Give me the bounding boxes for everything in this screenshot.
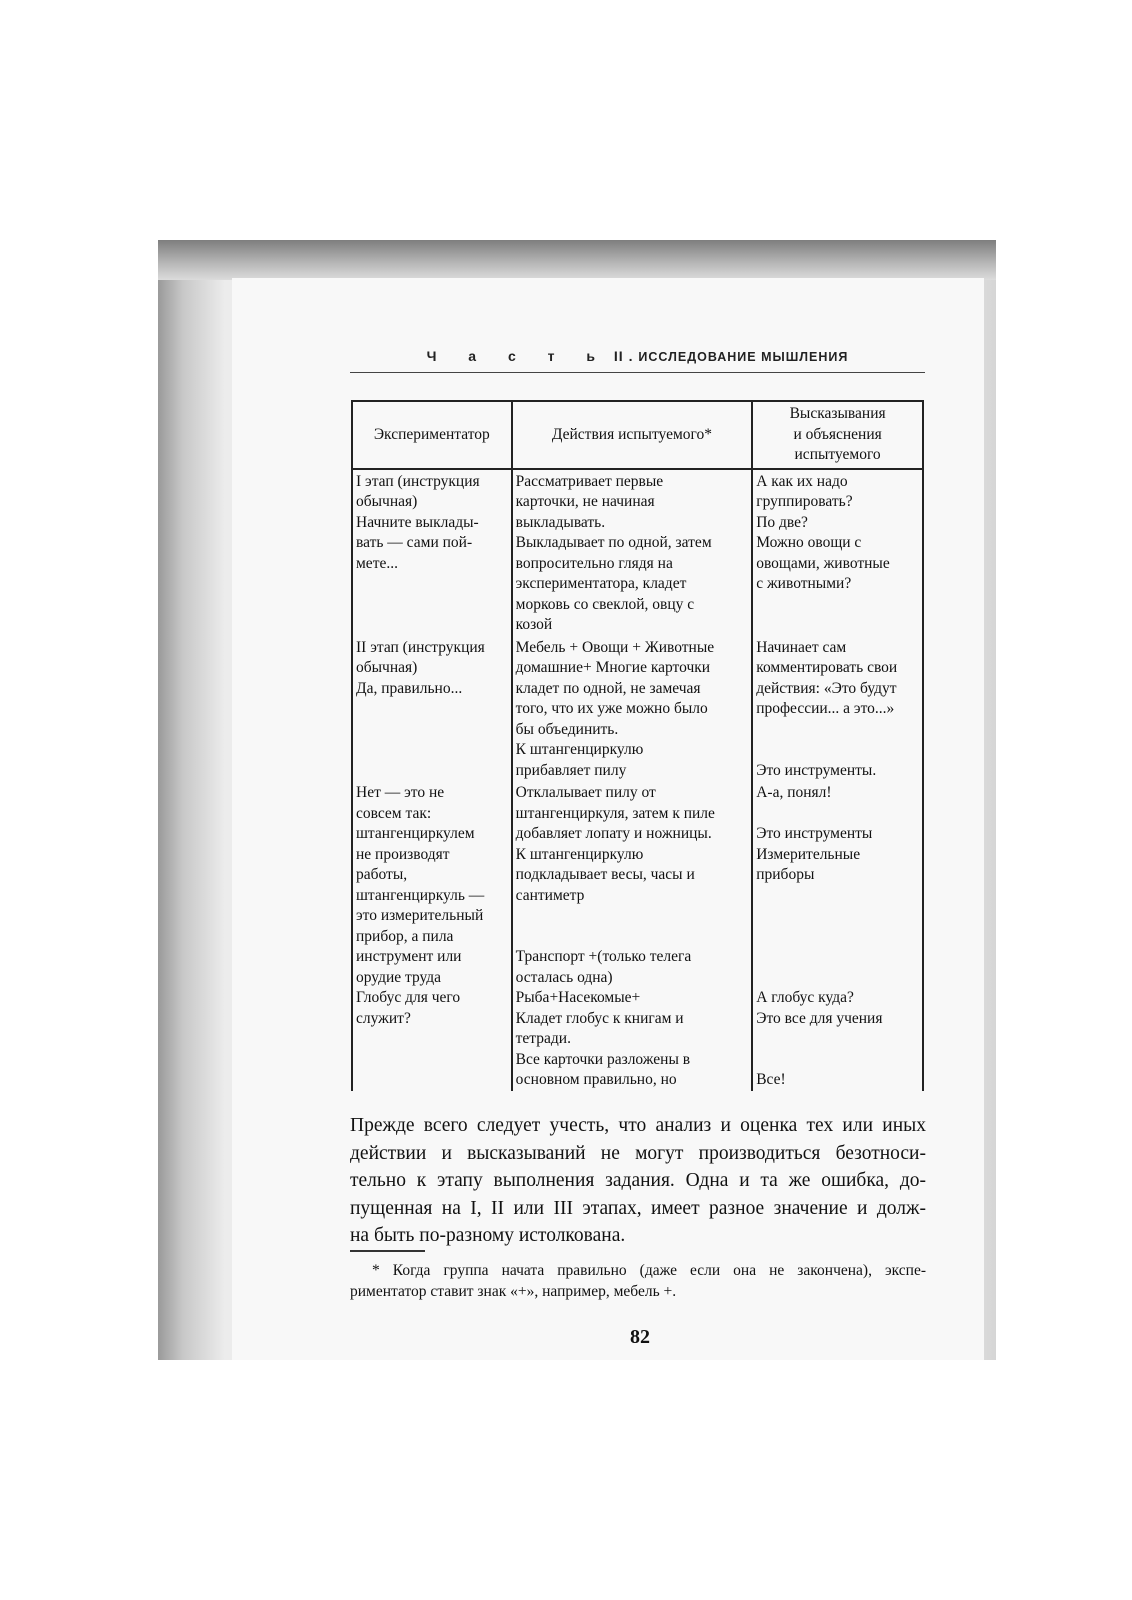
cell-text-line: морковь со свеклой, овцу с	[515, 595, 695, 613]
cell-text-line: комментировать свои	[756, 659, 898, 676]
cell-text-line: бы объединить.	[515, 720, 619, 738]
scan-top-band	[158, 240, 996, 280]
paragraph-line: действии и высказываний не могут производиться безотноси-	[350, 1142, 926, 1164]
paragraph-line: на быть по-разному истолкована.	[350, 1225, 626, 1246]
cell-text-line: Мебель + Овощи + Животные	[515, 638, 715, 656]
cell-text-line: овощами, животные	[756, 554, 890, 572]
header-subject-actions	[512, 401, 753, 469]
cell-text-line: сантиметр	[515, 886, 585, 904]
actions-cell	[512, 781, 753, 1091]
page-number: 82	[630, 1326, 650, 1348]
cell-text-line: А как их надо	[756, 472, 848, 490]
cell-text-line: с животными?	[756, 575, 852, 592]
cell-text-line	[516, 927, 749, 948]
cell-text-line: это измерительный	[356, 907, 484, 924]
cell-text-line: Отклалывает пилу от	[515, 784, 656, 801]
cell-text-line: совсем так:	[356, 804, 432, 822]
header-line: Высказывания	[789, 405, 886, 422]
cell-text-line	[756, 947, 919, 968]
cell-text-line: Рыба+Насекомые+	[515, 989, 641, 1006]
cell-text-line: подкладывает весы, часы и	[515, 866, 695, 883]
running-head-part: Ч а с т ь	[426, 348, 610, 364]
cell-text-line	[756, 968, 919, 989]
actions-cell	[512, 469, 753, 636]
cell-text-line: козой	[515, 616, 553, 633]
header-line: испытуемого	[794, 446, 881, 463]
cell-text-line: действия: «Это будут	[756, 679, 897, 697]
cell-text-line: группировать?	[756, 493, 853, 510]
cell-text-line	[756, 720, 919, 741]
cell-text-line: К штангенциркулю	[515, 845, 644, 863]
footnote-line: * Когда группа начата правильно (даже если она не закончена), экспе-	[372, 1262, 926, 1279]
running-head-title: ИССЛЕДОВАНИЕ МЫШЛЕНИЯ	[638, 350, 849, 364]
cell-text-line: Измерительные	[756, 845, 861, 863]
statements-cell	[752, 781, 923, 1091]
statements-cell	[752, 469, 923, 636]
cell-text-line: Можно овощи с	[756, 534, 862, 551]
header-line: Экспериментатор	[373, 425, 490, 443]
actions-cell	[512, 636, 753, 782]
cell-text-line: Рассматривает первые	[515, 472, 664, 490]
running-head-number: II .	[613, 348, 634, 364]
cell-text-line: Все!	[756, 1071, 786, 1088]
experimenter-cell	[352, 469, 512, 636]
header-line: Действия испытуемого*	[551, 425, 712, 443]
cell-text-line: Кладет глобус к книгам и	[515, 1009, 684, 1027]
body-paragraph	[350, 1112, 926, 1250]
table-row	[352, 636, 923, 782]
cell-text-line: добавляет лопату и ножницы.	[515, 825, 712, 842]
cell-text-line: А-а, понял!	[756, 784, 832, 801]
cell-text-line: Глобус для чего	[356, 989, 461, 1006]
cell-text-line: выкладывать.	[515, 513, 606, 531]
cell-text-line: Выкладывает по одной, затем	[515, 534, 712, 551]
cell-text-line: тетради.	[515, 1030, 571, 1047]
cell-text-line: вопросительно глядя на	[515, 554, 673, 572]
header-experimenter	[352, 401, 512, 469]
cell-text-line: обычная)	[356, 493, 418, 510]
cell-text-line: Начните выклады-	[356, 513, 479, 531]
cell-text-line: карточки, не начиная	[515, 493, 655, 510]
statements-cell	[752, 636, 923, 782]
cell-text-line: I этап (инструкция	[356, 472, 480, 490]
footnote-rule	[350, 1250, 425, 1252]
cell-text-line	[756, 804, 919, 825]
cell-text-line: вать — сами пой-	[356, 534, 473, 551]
cell-text-line: того, что их уже можно было	[515, 700, 708, 717]
cell-text-line: орудие труда	[356, 968, 442, 986]
cell-text-line	[756, 1050, 919, 1071]
cell-text-line: кладет по одной, не замечая	[515, 679, 701, 697]
cell-text-line: служит?	[356, 1009, 411, 1027]
paragraph-line: Прежде всего следует учесть, что анализ и оценка тех или иных	[350, 1115, 926, 1136]
cell-text-line: Все карточки разложены в	[515, 1050, 691, 1068]
header-subject-statements	[752, 401, 923, 469]
cell-text-line: осталась одна)	[515, 968, 613, 986]
cell-text-line: прибор, а пила	[356, 927, 454, 945]
cell-text-line: Это инструменты.	[756, 761, 877, 779]
cell-text-line: основном правильно, но	[515, 1071, 677, 1088]
cell-text-line: домашние+ Многие карточки	[515, 659, 711, 676]
cell-text-line: II этап (инструкция	[356, 638, 485, 656]
cell-text-line: прибавляет пилу	[515, 761, 627, 779]
cell-text-line: штангенциркуля, затем к пиле	[515, 804, 715, 822]
cell-text-line: К штангенциркулю	[515, 741, 644, 758]
cell-text-line: Транспорт +(только телега	[515, 948, 692, 965]
table-header-row	[352, 401, 923, 469]
cell-text-line: штангенциркуль —	[356, 886, 485, 904]
cell-text-line: Да, правильно...	[356, 679, 463, 697]
cell-text-line	[756, 740, 919, 761]
header-line: и объяснения	[793, 425, 882, 443]
cell-text-line: экспериментатора, кладет	[515, 575, 687, 592]
experimenter-cell	[352, 781, 512, 1091]
cell-text-line: профессии... а это...»	[756, 700, 895, 717]
footnote	[350, 1260, 926, 1302]
footnote-line: риментатор ставит знак «+», например, мебель +.	[350, 1283, 677, 1300]
running-head	[350, 348, 925, 364]
cell-text-line	[756, 906, 919, 927]
paragraph-line: пущенная на I, II или III этапах, имеет разное значение и долж-	[350, 1197, 926, 1219]
cell-text-line: По две?	[756, 513, 808, 531]
cell-text-line: Это инструменты	[756, 825, 873, 842]
experiment-table	[351, 400, 924, 1091]
experimenter-cell	[352, 636, 512, 782]
cell-text-line: штангенциркулем	[356, 825, 475, 842]
cell-text-line	[756, 927, 919, 948]
cell-text-line	[516, 906, 749, 927]
paragraph-line: тельно к этапу выполнения задания. Одна и та же ошибка, до-	[350, 1170, 926, 1191]
cell-text-line: Нет — это не	[356, 784, 445, 801]
cell-text-line: обычная)	[356, 659, 418, 676]
table-row	[352, 469, 923, 636]
running-head-rule	[350, 372, 925, 373]
cell-text-line: Это все для учения	[756, 1009, 883, 1027]
cell-text-line	[756, 1029, 919, 1050]
cell-text-line: Начинает сам	[756, 638, 847, 656]
cell-text-line: инструмент или	[356, 948, 462, 965]
cell-text-line: работы,	[356, 866, 408, 883]
cell-text-line: приборы	[756, 866, 815, 883]
cell-text-line: А глобус куда?	[756, 989, 854, 1006]
cell-text-line: мете...	[356, 554, 398, 572]
table-row	[352, 781, 923, 1091]
cell-text-line	[756, 886, 919, 907]
cell-text-line: не производят	[356, 845, 450, 863]
